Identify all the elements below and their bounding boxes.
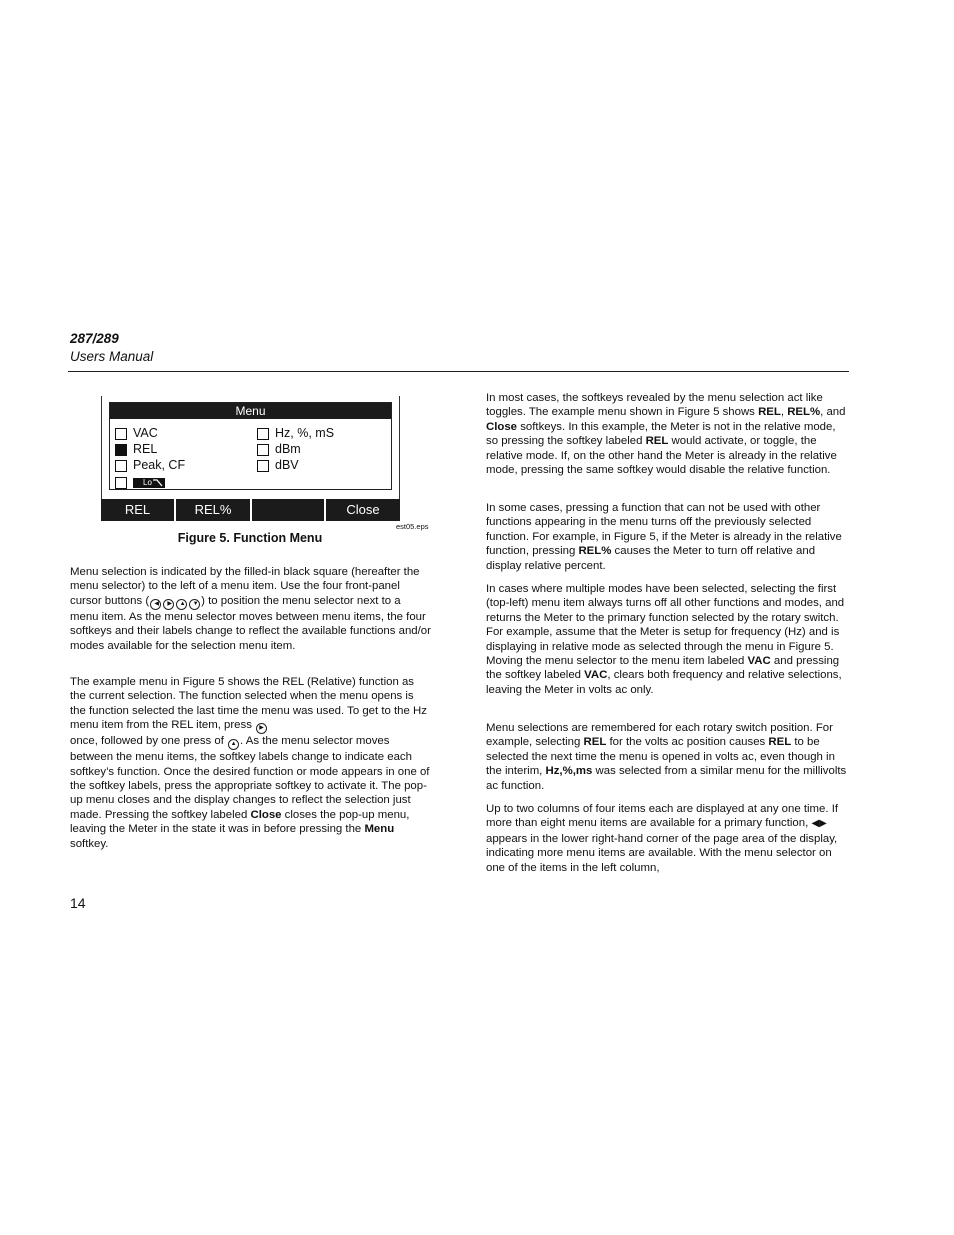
left-right-cursor-icons xyxy=(149,596,201,607)
cursor-down-icon: ▼ xyxy=(189,599,200,610)
manual-model: 287/289 xyxy=(70,331,119,346)
menu-checkbox xyxy=(115,477,127,489)
figure-caption: Figure 5. Function Menu xyxy=(177,531,323,545)
softkey-bar xyxy=(101,499,400,521)
menu-checkbox xyxy=(115,428,127,440)
header-rule xyxy=(68,371,849,372)
right-paragraph-3: In cases where multiple modes have been selected, selecting the first (top-left) menu item always turns off all other functions and modes, and returns the Meter to the primary function selected by the rotary switch. For example, assume that the Meter is setup for frequency (Hz) and is displaying in relative mode as selected through the menu in Figure 5. Moving the menu selector to the menu item labeled VAC and pressing the softkey labeled VAC, clears both frequency and relative selections, leaving the Meter in volts ac only. xyxy=(486,583,845,696)
menu-checkbox xyxy=(257,460,269,472)
right-paragraph-1: In most cases, the softkeys revealed by the menu selection act like toggles. The example menu shown in Figure 5 shows REL, REL%, and Close softkeys. In this example, the Meter is not in the relative mode, so pressing the softkey labeled REL would activate, or toggle, the relative mode. If, on the other hand the Meter is already in the relative mode, pressing the same softkey would disable the relative function. xyxy=(486,392,846,477)
left-paragraph-2: The example menu in Figure 5 shows the REL (Relative) function as the current selection. The function selected when the menu opens is the function selected the last time the menu was used. To get to the Hz menu item from the REL item, press ▶ once, followed by one press of ▲ . As the menu selector moves between the menu items, the softkey labels change to indicate each softkey’s function. Once the desired function or mode appears in one of the softkey labels, press the appropriate softkey to activate it. The pop-up menu closes and the display changes to reflect the selection just made. Pressing the softkey labeled Close closes the pop-up menu, leaving the Meter in the state it was in before pressing the Menu softkey. xyxy=(70,676,430,850)
menu-checkbox xyxy=(257,444,269,456)
softkey-rel[interactable]: REL xyxy=(101,499,174,521)
figure-source-file: est05.eps xyxy=(396,522,429,531)
right-paragraph-2: In some cases, pressing a function that can not be used with other functions appearing in the menu turns off the previously selected function. For example, in Figure 5, if the Meter is already in the relative function, pressing REL% causes the Meter to turn off relative and display relative percent. xyxy=(486,502,842,572)
softkey-blank[interactable] xyxy=(252,499,324,521)
cursor-right-icon: ▶ xyxy=(256,723,267,734)
cursor-up-icon: ▲ xyxy=(228,739,239,750)
cursor-up-icon: ▲ xyxy=(176,599,187,610)
cursor-right-icon: ▶ xyxy=(163,599,174,610)
lo-pass-filter-icon: Lo xyxy=(133,478,165,488)
menu-item-label: dBV xyxy=(275,458,299,472)
page-number: 14 xyxy=(70,895,86,911)
menu-title: Menu xyxy=(110,403,391,419)
manual-title: Users Manual xyxy=(70,349,154,364)
menu-checkbox xyxy=(115,460,127,472)
menu-item-label: REL xyxy=(133,442,158,456)
menu-selector-square xyxy=(115,444,127,456)
menu-item-label: Peak, CF xyxy=(133,458,186,472)
menu-checkbox xyxy=(257,428,269,440)
function-menu-figure xyxy=(101,396,400,521)
left-paragraph-1: Menu selection is indicated by the filled-in black square (hereafter the menu selector) to the left of a menu item. Use the four front-panel cursor buttons ( ◀ ▶ ▲ ▼ ) to position the menu selector next to a menu item. As the menu selector moves between menu items, the four softkeys and their labels change to reflect the available functions and/or modes available for the selection menu item. xyxy=(70,566,431,652)
softkey-close[interactable]: Close xyxy=(326,499,400,521)
menu-item-label: dBm xyxy=(275,442,301,456)
menu-item-label: Hz, %, mS xyxy=(275,426,335,440)
menu-popup xyxy=(109,402,392,490)
right-paragraph-4: Menu selections are remembered for each rotary switch position. For example, selecting REL for the volts ac position causes REL to be selected the next time the menu is opened in volts ac, even though in the interim, Hz,%,ms was selected from a similar menu for the millivolts ac function. xyxy=(486,722,847,792)
cursor-left-icon: ◀ xyxy=(150,599,161,610)
softkey-rel-percent[interactable]: REL% xyxy=(176,499,250,521)
menu-item-label: VAC xyxy=(133,426,158,440)
right-paragraph-5: Up to two columns of four items each are displayed at any one time. If more than eight menu items are available for a primary function, ◀▶ appears in the lower right-hand corner of the page area of the display, indicating more menu items are available. With the menu selector on one of the items in the left column, xyxy=(486,803,839,874)
left-right-arrows-icon: ◀▶ xyxy=(811,818,827,830)
